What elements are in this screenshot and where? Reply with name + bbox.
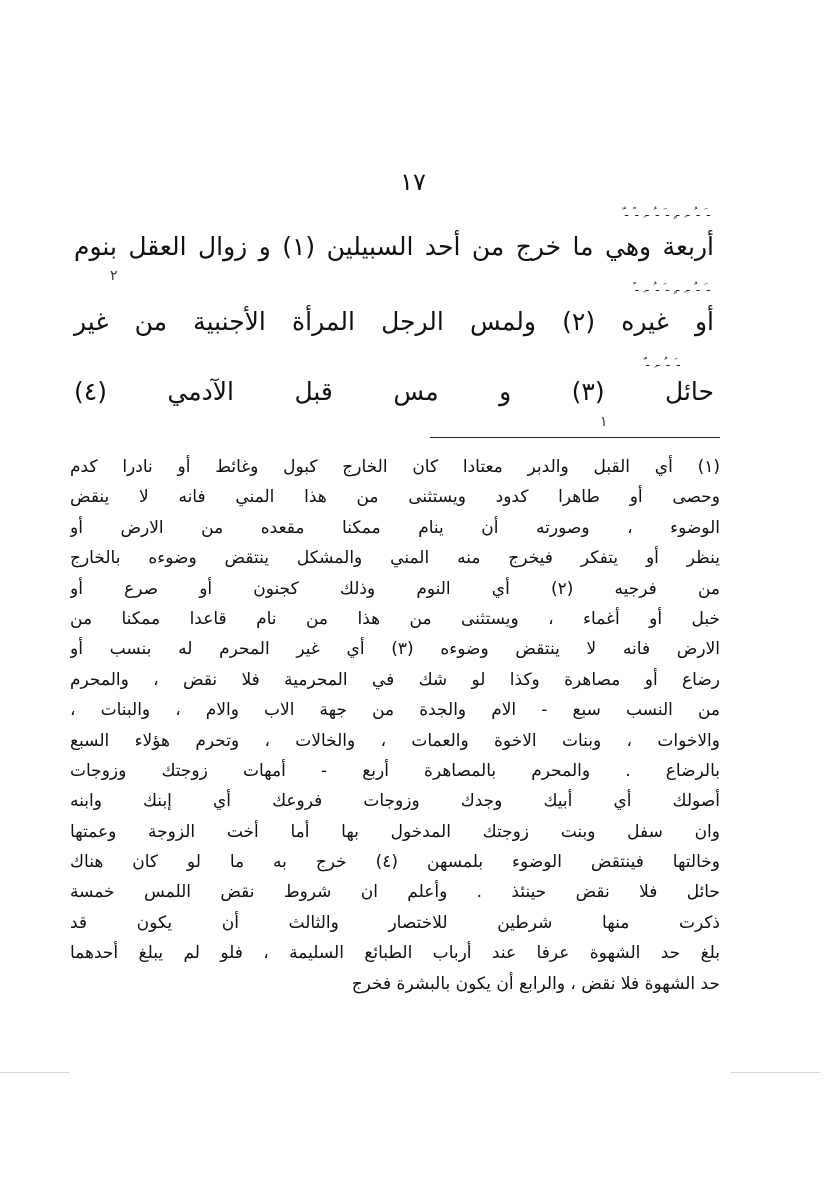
footnote-line: (١) أي القبل والدبر معتادا كان الخارج كبول وغائط أو نادرا كدم — [70, 457, 720, 477]
diacritic-row: ـ َ ـ ُ ـ ِ ـ ٍ ـ َ ـ ُ ـ ِ ـ ً ـ ّ — [621, 206, 710, 219]
footnote-line: ذكرت منها شرطين للاختصار والثالث أن يكون قد — [70, 912, 720, 933]
main-text-line: أو غيره (٢) ولمس الرجل المرأة الأجنبية من غير — [74, 307, 714, 336]
footnote-line: وخالتها فينتقض الوضوء بلمسهن (٤) خرج به ما لو كان هناك — [70, 852, 720, 873]
footnote-line: الارض فانه لا ينتقض وضوءه (٣) أي غير المحرم له بنسب أو — [70, 639, 720, 660]
main-text-line: أربعة وهي ما خرج من أحد السبيلين (١) و زوال العقل بنوم — [74, 232, 714, 261]
footnote-line: وان سفل وبنت زوجتك المدخول بها أما أخت الزوجة وعمتها — [70, 821, 720, 842]
footnote-line: وحصى أو طاهرا كدود ويستثنى من هذا المني فانه لا ينقض — [70, 487, 720, 508]
footnote-line: الوضوء ، وصورته أن ينام ممكنا مقعده من الارض أو — [70, 517, 720, 538]
diacritic-row: ـ َ ـ ُ ـ ِ ـ ٍ ـ َ ـ ُ ـ ِ ـ ً — [631, 281, 710, 294]
diacritic-row: ـ َ ـ ُ ـ ِ ـ ّ — [642, 356, 680, 369]
footnote-line: ينظر أو يتفكر فيخرج منه المني والمشكل ينتقض وضوءه بالخارج — [70, 548, 720, 569]
footnote-line: من النسب سبع - الام والجدة من جهة الاب والام ، والبنات ، — [70, 700, 720, 721]
footnote-line: بالرضاع . والمحرم بالمصاهرة أربع - أمهات زوجتك وزوجات — [70, 760, 720, 781]
scan-artifact — [0, 1072, 70, 1073]
footnote-line: رضاع أو مصاهرة وكذا لو شك في المحرمية فلا نقض ، والمحرم — [70, 669, 720, 690]
footnote-line: حد الشهوة فلا نقض ، والرابع أن يكون بالبشرة فخرج — [351, 973, 720, 994]
scan-artifact — [730, 1072, 820, 1073]
marginal-mark: ٢ — [110, 268, 118, 284]
footnote-line: بلغ حد الشهوة عرفا عند أرباب الطبائع السليمة ، فلو لم يبلغ أحدهما — [70, 943, 720, 964]
footnote-line: من فرجيه (٢) أي النوم وذلك كجنون أو صرع أو — [70, 578, 720, 599]
footnote-line: أصولك أي أبيك وجدك وزوجات فروعك أي إبنك وابنه — [70, 791, 720, 812]
marginal-mark: ١ — [600, 414, 608, 430]
main-text-line — [74, 377, 714, 406]
footnote-line: والاخوات ، وبنات الاخوة والعمات ، والخالات ، وتحرم هؤلاء السبع — [70, 730, 720, 751]
footnote-separator — [430, 437, 720, 438]
footnotes-block — [70, 452, 720, 999]
page-number: ١٧ — [400, 168, 426, 196]
main-text-line-content: حائل (٣) و مس قبل الآدمي (٤) — [74, 377, 714, 406]
footnote-line: حائل فلا نقض حينئذ . وأعلم ان شروط نقض اللمس خمسة — [70, 882, 720, 903]
footnote-line: خبل أو أغماء ، ويستثنى من هذا من نام قاعدا ممكنا من — [70, 608, 720, 629]
